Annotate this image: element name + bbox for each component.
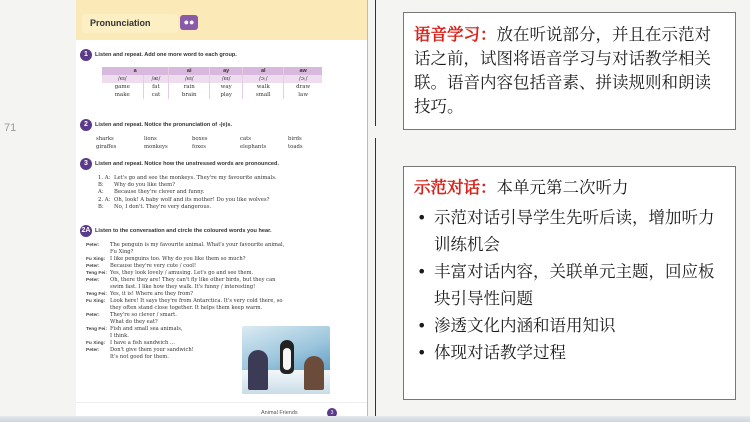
line-text: I like penguins too. Why do you like them so much?: [110, 256, 246, 262]
table-header: a: [102, 67, 169, 75]
connector-line: [375, 0, 376, 126]
speaker-name: Fu Xing:: [86, 341, 106, 346]
conversation-line: [86, 277, 363, 284]
model-dialogue-note-box: [403, 166, 736, 400]
word: sharks: [96, 136, 114, 142]
speaker-name: Peter:: [86, 278, 100, 283]
exercise-number: 2: [80, 119, 92, 131]
speaker-name: Peter:: [86, 243, 100, 248]
line-text: Yes, they look lovely / amusing. Let's go and see them.: [110, 270, 254, 276]
phoneme-cell: /ɔː/: [284, 75, 322, 83]
line-text: Yes, it is! Where are they from?: [110, 291, 193, 297]
conversation-line: [86, 256, 363, 263]
phoneme-cell: /eɪ/: [210, 75, 243, 83]
phonics-note-body: 放在听说部分，并且在示范对话之前，试图将语音学习与对话教学相关联。语音内容包括音素、拼读规则和朗读技巧。: [414, 25, 711, 116]
exercise-1: [80, 44, 363, 99]
exercise-2: [80, 114, 363, 150]
word-cell: cat: [143, 91, 169, 99]
line-text: they often stand close together. It helps them keep warm.: [110, 305, 263, 311]
word-cell: brain: [169, 91, 210, 99]
line-text: It's not good for them.: [110, 354, 169, 360]
line-text: Don't give them your sandwich!: [110, 347, 194, 353]
speaker-name: Teng Fei:: [86, 292, 107, 297]
word-cell: game: [114, 84, 130, 90]
speaker-name: [86, 354, 110, 361]
conversation-line: [86, 319, 363, 326]
line-text: I think.: [110, 333, 129, 339]
word: elephants: [240, 144, 267, 150]
conversation-line: [86, 249, 363, 256]
phoneme-cell: /eɪ/: [169, 75, 210, 83]
word-cell: walk: [243, 83, 284, 91]
pronunciation-header-band: [76, 0, 367, 40]
bottom-bar: [0, 416, 750, 422]
word-cell: fat: [143, 83, 169, 91]
word: foxes: [192, 144, 206, 150]
line-text: Because they're very cute / cool!: [110, 263, 197, 269]
bullet-item: • 渗透文化内涵和语用知识: [414, 312, 723, 339]
phoneme-cell: /æ/: [143, 75, 169, 83]
exercise-instruction: Listen and repeat. Add one more word to each group.: [95, 51, 237, 58]
conversation-line: [86, 291, 363, 298]
speaker-name: Teng Fei:: [86, 327, 107, 332]
conversation-line: [86, 298, 363, 305]
word-cell: law: [284, 91, 322, 99]
conversation-line: [86, 242, 363, 249]
penguin-icon: [280, 340, 294, 374]
exercise-instruction: Listen and repeat. Notice the pronunciation of -(e)s.: [95, 121, 233, 128]
line-text: Oh, there they are! They can't fly like other birds, but they can: [110, 277, 276, 283]
phoneme-cell: /ɔː/: [243, 75, 284, 83]
speaker-name: [86, 305, 110, 312]
dialogue-line: B: Why do you like them?: [98, 182, 176, 189]
conversation-line: [86, 305, 363, 312]
word-grid: [96, 136, 363, 150]
table-header: al: [243, 67, 284, 75]
bullet-list: [414, 204, 723, 366]
conversation-line: [86, 270, 363, 277]
section-title: Pronunciation: [82, 14, 178, 33]
line-text: The penguin is my favourite animal. What's your favourite animal,: [110, 242, 285, 248]
line-text: I have a fish sandwich ...: [110, 340, 175, 346]
dialogue-line: 1. A: Let's go and see the monkeys. They're my favourite animals.: [98, 175, 277, 181]
word-cell: way: [210, 83, 243, 91]
footer-unit-title: Animal Friends: [261, 410, 298, 416]
exercise-number: 2A: [80, 225, 92, 237]
word: boxes: [192, 136, 208, 142]
line-text: Fish and small sea animals,: [110, 326, 183, 332]
word: toads: [288, 144, 303, 150]
phoneme-cell: /eɪ/: [102, 75, 143, 83]
conversation-line: [86, 263, 363, 270]
dialogue-lines: [98, 175, 363, 211]
speaker-name: Fu Xing:: [86, 257, 106, 262]
table-header: aw: [284, 67, 322, 75]
word-cell: make: [114, 92, 130, 98]
exercise-number: 1: [80, 49, 92, 61]
speaker-name: Peter:: [86, 348, 100, 353]
footer-page-number: 3: [327, 408, 337, 418]
bullet-item: • 丰富对话内容，关联单元主题，回应板块引导性问题: [414, 258, 723, 312]
word: birds: [288, 136, 302, 142]
speaker-name: Peter:: [86, 264, 100, 269]
word: giraffes: [96, 144, 117, 150]
margin-page-number: 71: [4, 122, 17, 134]
bullet-item: • 体现对话教学过程: [414, 339, 723, 366]
word-cell: rain: [169, 83, 210, 91]
dialogue-line: 2. A: Oh, look! A baby wolf and its mother! Do you like wolves?: [98, 196, 270, 203]
exercise-number: 3: [80, 158, 92, 170]
word: monkeys: [144, 144, 168, 150]
dialogue-line: B: No, I don't. They're very dangerous.: [98, 203, 212, 210]
phonics-note-title: 语音学习：: [414, 25, 497, 44]
speaker-name: [86, 284, 110, 291]
textbook-page: [76, 0, 368, 422]
table-header: ai: [169, 67, 210, 75]
exercise-instruction: Listen and repeat. Notice how the unstressed words are pronounced.: [95, 160, 280, 167]
model-dialogue-title: 示范对话：: [414, 178, 497, 197]
penguin-photo: [242, 326, 330, 394]
word-cell: draw: [284, 83, 322, 91]
line-text: They're so clever / smart.: [110, 312, 177, 318]
group-icon: ●●: [180, 15, 198, 30]
speaker-name: [86, 319, 110, 326]
line-text: swim fast. I like how they walk. It's funny / interesting!: [110, 284, 256, 290]
dialogue-line: A: Because they're clever and funny.: [98, 189, 205, 196]
speaker-name: [86, 249, 110, 256]
line-text: Fu Xing?: [110, 249, 134, 255]
speaker-name: Peter:: [86, 313, 100, 318]
phonics-note-box: [403, 12, 736, 130]
table-header: ay: [210, 67, 243, 75]
speaker-name: Fu Xing:: [86, 299, 106, 304]
word-cell: play: [210, 91, 243, 99]
word: lions: [144, 136, 157, 142]
conversation-line: [86, 284, 363, 291]
exercise-3: [80, 153, 363, 211]
model-dialogue-subtitle: 本单元第二次听力: [496, 178, 629, 197]
exercise-instruction: Listen to the conversation and circle the coloured words you hear.: [95, 227, 272, 234]
bullet-item: • 示范对话引导学生先听后读，增加听力训练机会: [414, 204, 723, 258]
speaker-name: Teng Fei:: [86, 271, 107, 276]
line-text: What do they eat?: [110, 319, 158, 325]
conversation-line: [86, 312, 363, 319]
speaker-name: [86, 333, 110, 340]
word: cats: [240, 136, 251, 142]
line-text: Look here! It says they're from Antarctica. It's very cold there, so: [110, 298, 283, 304]
sound-table: [102, 67, 322, 99]
word-cell: small: [243, 91, 284, 99]
connector-line: [375, 138, 376, 422]
